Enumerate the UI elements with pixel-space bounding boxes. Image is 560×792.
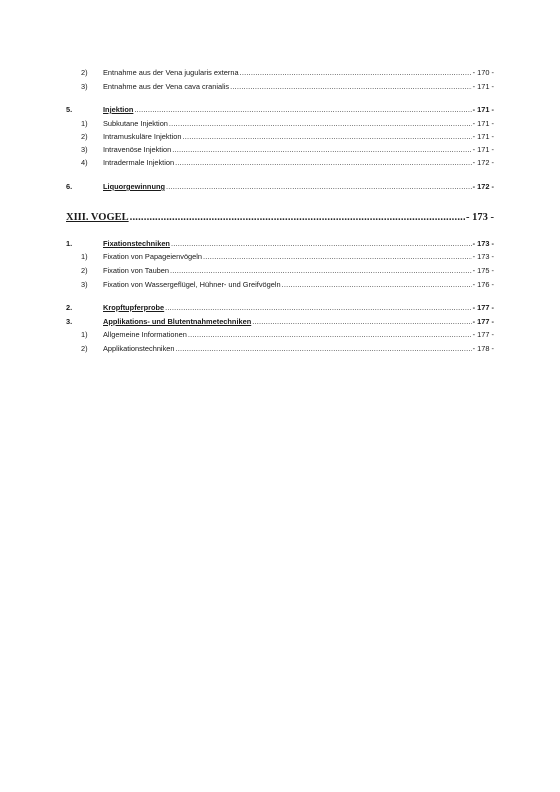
section-number: 5. [66,105,73,114]
entry-number: 3) [81,82,88,91]
entry-page: - 175 - [472,266,494,275]
toc-chapter [66,211,494,225]
toc-section [66,303,494,313]
toc-entry [66,119,494,129]
chapter-title: XIII. VOGEL [66,212,129,223]
section-page: - 177 - [472,303,494,312]
entry-number: 2) [81,68,88,77]
dot-leader [172,145,471,155]
dot-leader [171,239,472,249]
dot-leader [230,82,471,92]
toc-entry [66,266,494,276]
entry-title: Fixation von Papageienvögeln [103,252,203,261]
entry-title: Intravenöse Injektion [103,145,172,154]
section-page: - 172 - [472,182,494,191]
toc-entry [66,68,494,78]
entry-page: - 171 - [472,82,494,91]
toc-entry [66,344,494,354]
toc-section [66,105,494,115]
section-number: 6. [66,182,73,191]
section-title: Applikations- und Blutentnahmetechniken [103,317,252,326]
entry-page: - 170 - [472,68,494,77]
entry-number: 2) [81,266,88,275]
entry-page: - 177 - [472,330,494,339]
toc-entry [66,158,494,168]
entry-page: - 173 - [472,252,494,261]
toc-entry [66,330,494,340]
toc-entry [66,132,494,142]
entry-page: - 176 - [472,280,494,289]
entry-number: 1) [81,119,88,128]
dot-leader [170,266,472,276]
toc-section [66,182,494,192]
section-page: - 173 - [472,239,494,248]
section-title: Kropftupferprobe [103,303,165,312]
entry-number: 1) [81,330,88,339]
toc-section [66,239,494,249]
entry-title: Intramuskuläre Injektion [103,132,182,141]
entry-title: Fixation von Wassergeflügel, Hühner- und Greifvögeln [103,280,281,289]
section-number: 1. [66,239,73,248]
dot-leader [134,105,471,115]
section-title: Injektion [103,105,134,114]
section-number: 3. [66,317,73,326]
dot-leader [175,158,472,168]
dot-leader [240,68,472,78]
dot-leader [169,119,472,129]
dot-leader [282,280,472,290]
entry-number: 2) [81,344,88,353]
entry-title: Subkutane Injektion [103,119,168,128]
toc-entry [66,280,494,290]
entry-number: 2) [81,132,88,141]
entry-title: Fixation von Tauben [103,266,170,275]
entry-number: 4) [81,158,88,167]
toc-entry [66,82,494,92]
toc-entry [66,252,494,262]
entry-page: - 178 - [472,344,494,353]
entry-title: Entnahme aus der Vena jugularis externa [103,68,239,77]
dot-leader [182,132,471,142]
dot-leader [166,182,472,192]
dot-leader [130,211,465,225]
entry-page: - 171 - [472,132,494,141]
dot-leader [203,252,472,262]
entry-title: Entnahme aus der Vena cava cranialis [103,82,230,91]
toc-entry [66,145,494,155]
dot-leader [252,317,471,327]
chapter-page: - 173 - [466,212,494,223]
entry-page: - 171 - [472,119,494,128]
entry-title: Allgemeine Informationen [103,330,187,339]
entry-page: - 171 - [472,145,494,154]
section-title: Liquorgewinnung [103,182,165,191]
dot-leader [176,344,472,354]
dot-leader [165,303,471,313]
toc-section [66,317,494,327]
entry-title: Intradermale Injektion [103,158,175,167]
entry-number: 3) [81,280,88,289]
section-page: - 177 - [472,317,494,326]
section-title: Fixationstechniken [103,239,170,248]
entry-number: 1) [81,252,88,261]
dot-leader [188,330,472,340]
section-page: - 171 - [472,105,494,114]
entry-title: Applikationstechniken [103,344,175,353]
entry-number: 3) [81,145,88,154]
entry-page: - 172 - [472,158,494,167]
section-number: 2. [66,303,73,312]
